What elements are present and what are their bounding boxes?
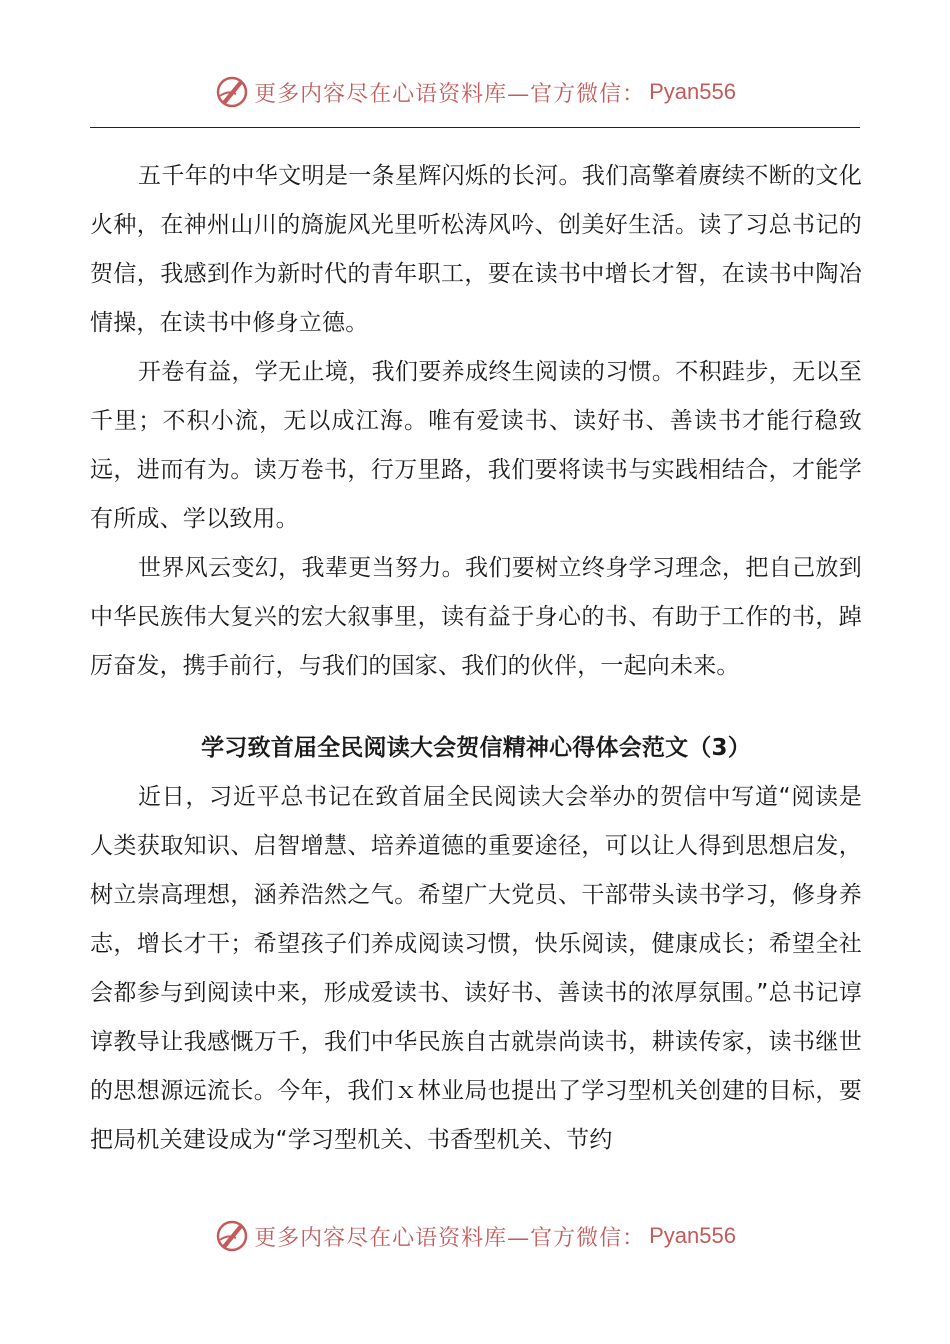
paragraph-2: 开卷有益，学无止境，我们要养成终生阅读的习惯。不积跬步，无以至千里；不积小流，无以成江海。唯有爱读书、读好书、善读书才能行稳致远，进而有为。读万卷书，行万里路，我们要将读书与实践相结合，才能学有所成、学以致用。 [90, 359, 862, 532]
header-banner-wechat-id: Pyan556 [649, 79, 736, 104]
section-paragraph-1: 近日，习近平总书记在致首届全民阅读大会举办的贺信中写道“阅读是人类获取知识、启智增慧、培养道德的重要途径，可以让人得到思想启发，树立崇高理想，涵养浩然之气。希望广大党员、干部带头读书学习，修身养志，增长才干；希望孩子们养成阅读习惯，快乐阅读，健康成长；希望全社会都参与到阅读中来，形成爱读书、读好书、善读书的浓厚氛围。”总书记谆谆教导让我感慨万千，我们中华民族自古就崇尚读书，耕读传家，读书继世的思想源远流长。今年，我们ｘ林业局也提出了学习型机关创建的目标，要把局机关建设成为“学习型机关、书香型机关、节约 [90, 784, 862, 1153]
paragraph-3: 世界风云变幻，我辈更当努力。我们要树立终身学习理念，把自己放到中华民族伟大复兴的宏大叙事里，读有益于身心的书、有助于工作的书，踔厉奋发，携手前行，与我们的国家、我们的伙伴，一起向未来。 [90, 555, 862, 679]
header-banner [0, 72, 950, 112]
header-divider [90, 127, 860, 128]
footer-banner-text: 更多内容尽在心语资料库—官方微信： [254, 1225, 646, 1251]
pen-logo-icon [214, 74, 250, 110]
footer-banner [0, 1216, 950, 1256]
section-heading: 学习致首届全民阅读大会贺信精神心得体会范文（3） [201, 735, 751, 761]
pen-logo-icon [214, 1218, 250, 1254]
header-banner-text: 更多内容尽在心语资料库—官方微信： [254, 81, 646, 107]
footer-banner-wechat-id: Pyan556 [649, 1223, 736, 1248]
paragraph-1: 五千年的中华文明是一条星辉闪烁的长河。我们高擎着赓续不断的文化火种，在神州山川的旖旎风光里听松涛风吟、创美好生活。读了习总书记的贺信，我感到作为新时代的青年职工，要在读书中增长才智，在读书中陶冶情操，在读书中修身立德。 [90, 163, 862, 336]
document-body [90, 152, 862, 1165]
